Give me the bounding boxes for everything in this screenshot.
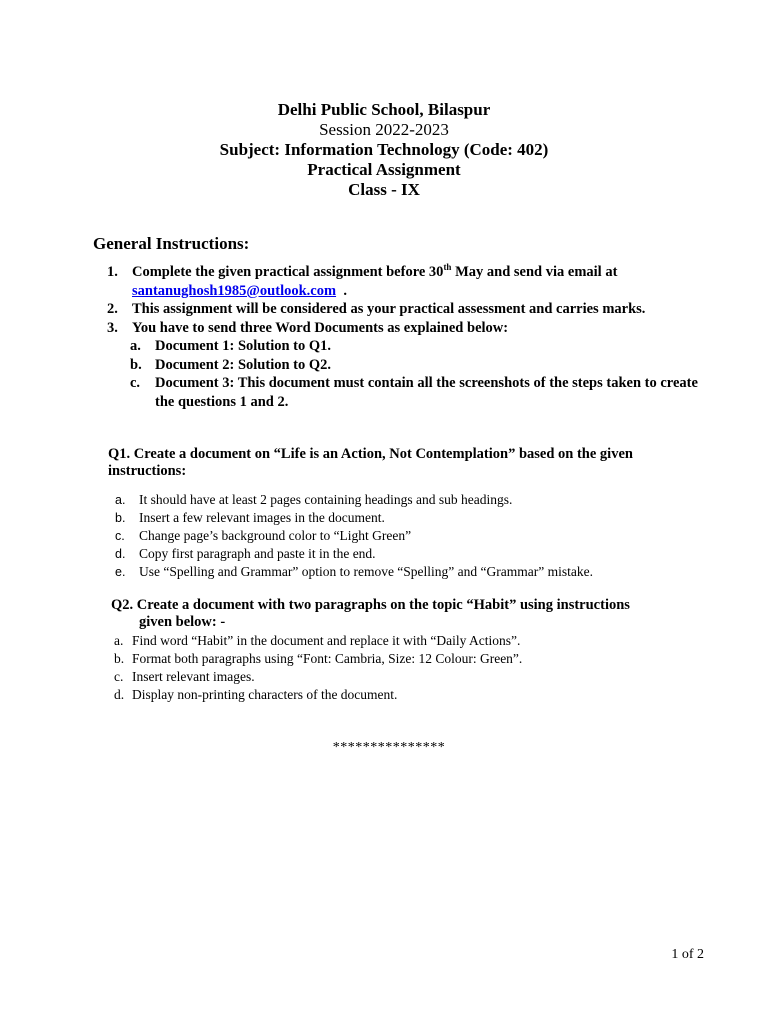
email-link[interactable]: santanughosh1985@outlook.com — [132, 282, 337, 299]
item-text: Use “Spelling and Grammar” option to remove “Spelling” and “Grammar” mistake. — [139, 564, 593, 579]
instruction-number: 2. — [107, 301, 118, 317]
sub-item-text: Document 3: This document must contain all the screenshots of the steps taken to create the questions 1 and 2. — [155, 375, 698, 410]
sub-item-letter: a. — [130, 338, 141, 354]
list-item — [115, 563, 715, 581]
instruction-text: This assignment will be considered as your practical assessment and carries marks. — [132, 301, 646, 317]
item-letter: c. — [114, 669, 124, 684]
school-name: Delhi Public School, Bilaspur — [277, 100, 491, 119]
session-line: Session 2022-2023 — [319, 120, 449, 139]
instruction-text-cont: May and send via email at — [451, 264, 618, 280]
email-tail: . — [336, 282, 347, 299]
instruction-sub-item-b — [107, 356, 717, 375]
instruction-item-1 — [107, 263, 717, 300]
general-instructions-list — [107, 263, 717, 411]
list-item — [114, 668, 714, 686]
question-1-title: Q1. Create a document on “Life is an Action, Not Contemplation” based on the given instructions: — [108, 446, 633, 479]
item-letter: b. — [114, 651, 125, 666]
question-2-title-line2: given below: - — [139, 614, 226, 630]
item-text: Insert a few relevant images in the document. — [139, 510, 385, 525]
instruction-item-2 — [107, 300, 717, 319]
instruction-text: Complete the given practical assignment before 30 — [132, 264, 444, 280]
item-text: Format both paragraphs using “Font: Cambria, Size: 12 Colour: Green”. — [132, 651, 523, 666]
sub-item-text: Document 1: Solution to Q1. — [155, 338, 332, 354]
sub-item-text: Document 2: Solution to Q2. — [155, 356, 332, 373]
item-letter: d. — [114, 687, 125, 702]
item-text: Insert relevant images. — [132, 669, 255, 684]
instruction-number: 3. — [107, 319, 118, 336]
item-letter: c. — [115, 529, 125, 543]
item-letter: a. — [115, 493, 126, 507]
instruction-item-3 — [107, 319, 717, 338]
item-letter: a. — [114, 633, 124, 648]
document-header — [0, 100, 768, 200]
list-item — [115, 545, 715, 563]
item-letter: e. — [115, 565, 126, 579]
instruction-text: You have to send three Word Documents as explained below: — [132, 319, 509, 336]
list-item — [114, 686, 714, 704]
item-text: Find word “Habit” in the document and replace it with “Daily Actions”. — [132, 633, 521, 648]
instruction-number: 1. — [107, 264, 118, 280]
sub-item-letter: c. — [130, 375, 141, 391]
subject-line: Subject: Information Technology (Code: 402) — [219, 140, 549, 159]
item-text: Change page’s background color to “Light Green” — [139, 528, 412, 543]
instruction-sub-item-a — [107, 337, 717, 356]
class-line: Class - IX — [348, 180, 420, 199]
item-text: It should have at least 2 pages containing headings and sub headings. — [139, 492, 513, 507]
ordinal-suffix: th — [443, 262, 452, 273]
list-item — [115, 509, 715, 527]
general-instructions-heading: General Instructions: — [93, 234, 250, 253]
question-1-list — [115, 491, 715, 581]
item-text: Display non-printing characters of the document. — [132, 687, 398, 702]
question-2-list — [114, 632, 714, 704]
item-letter: b. — [115, 511, 126, 525]
sub-item-letter: b. — [130, 356, 142, 373]
page-number: 1 of 2 — [671, 947, 704, 962]
item-letter: d. — [115, 547, 126, 561]
item-text: Copy first paragraph and paste it in the end. — [139, 546, 376, 561]
instruction-sub-item-c — [107, 374, 717, 411]
list-item — [114, 632, 714, 650]
question-2-title — [111, 597, 691, 631]
question-2-title-line1: Q2. Create a document with two paragraphs on the topic “Habit” using instructions — [111, 597, 630, 613]
assignment-title: Practical Assignment — [307, 160, 461, 179]
list-item — [114, 650, 714, 668]
list-item — [115, 491, 715, 509]
list-item — [115, 527, 715, 545]
section-separator: *************** — [332, 740, 446, 755]
